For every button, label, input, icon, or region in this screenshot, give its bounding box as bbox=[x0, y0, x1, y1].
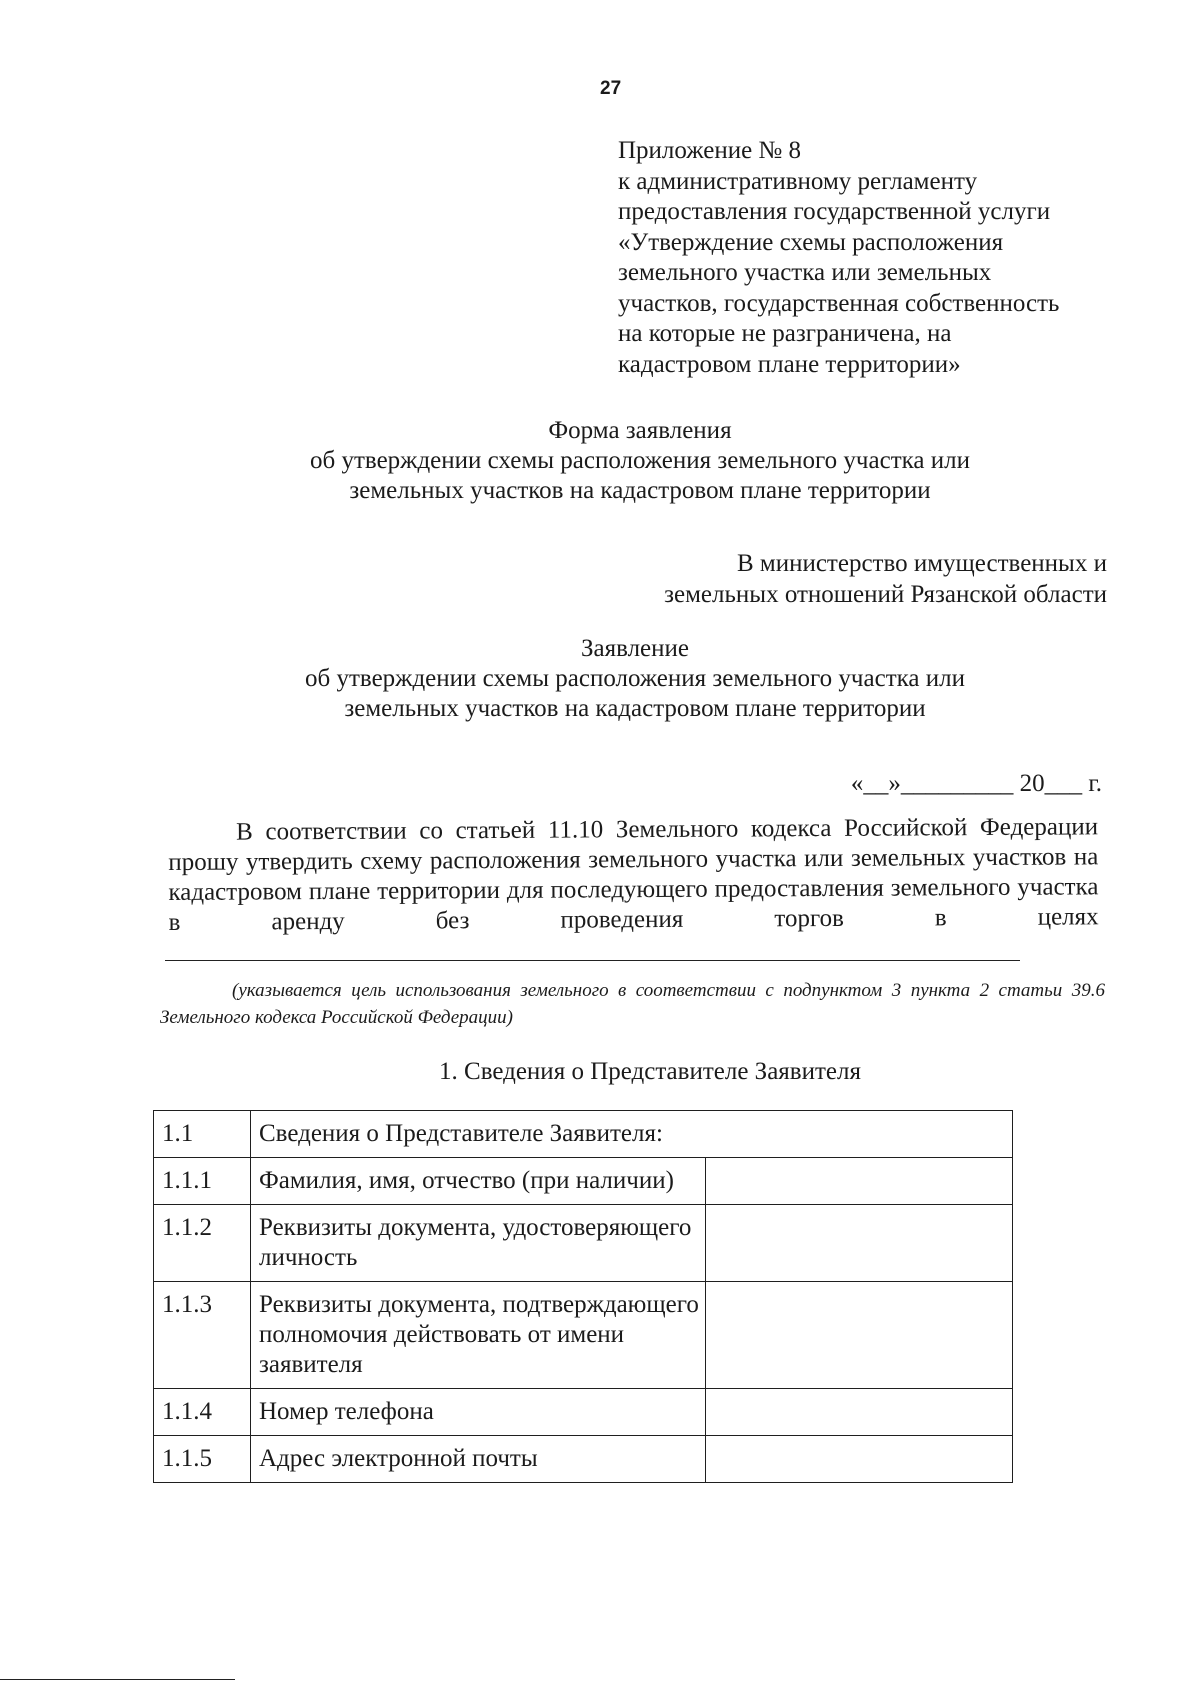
row-value-cell[interactable] bbox=[706, 1205, 1013, 1282]
representative-info-table bbox=[153, 1110, 1013, 1483]
purpose-fill-line[interactable] bbox=[165, 960, 1020, 961]
appendix-line: предоставления государственной услуги bbox=[618, 198, 1051, 225]
row-value-cell[interactable] bbox=[706, 1158, 1013, 1205]
table-row bbox=[154, 1282, 1013, 1389]
table-header-row bbox=[154, 1111, 1013, 1158]
form-title bbox=[220, 416, 1060, 506]
row-number: 1.1.1 bbox=[154, 1158, 251, 1205]
appendix-line: «Утверждение схемы расположения bbox=[618, 228, 1004, 256]
appendix-line: к административному регламенту bbox=[618, 167, 978, 195]
appendix-line: на которые не разграничена, на bbox=[618, 320, 952, 347]
addressee-line: земельных отношений Рязанской области bbox=[664, 581, 1107, 608]
table-row bbox=[154, 1205, 1013, 1282]
appendix-line: кадастровом плане территории» bbox=[618, 350, 961, 378]
form-title-line: об утверждении схемы расположения земельного участка или bbox=[310, 447, 970, 474]
row-number: 1.1.3 bbox=[154, 1282, 251, 1389]
row-value-cell[interactable] bbox=[706, 1389, 1013, 1436]
form-title-line: земельных участков на кадастровом плане территории bbox=[349, 477, 931, 504]
row-label: Реквизиты документа, удостоверяющего личность bbox=[251, 1205, 706, 1282]
date-line: «__»_________ 20___ г. bbox=[850, 770, 1102, 797]
addressee-line: В министерство имущественных и bbox=[736, 550, 1107, 577]
appendix-line: Приложение № 8 bbox=[618, 137, 802, 164]
appendix-line: земельного участка или земельных bbox=[618, 259, 992, 286]
page-number: 27 bbox=[600, 78, 622, 99]
table-row bbox=[154, 1436, 1013, 1483]
row-value-cell[interactable] bbox=[706, 1436, 1013, 1483]
section-heading: 1. Сведения о Представителе Заявителя bbox=[439, 1058, 861, 1085]
row-value-cell[interactable] bbox=[706, 1282, 1013, 1389]
statement-body bbox=[168, 812, 1099, 938]
row-number: 1.1.2 bbox=[154, 1205, 251, 1282]
row-label: Адрес электронной почты bbox=[251, 1436, 706, 1483]
footnote-rule bbox=[0, 1679, 235, 1680]
row-label: Реквизиты документа, подтверждающего полномочия действовать от имени заявителя bbox=[251, 1282, 706, 1389]
table-row bbox=[154, 1158, 1013, 1205]
statement-title-line: земельных участков на кадастровом плане территории bbox=[344, 695, 926, 722]
form-title-line: Форма заявления bbox=[548, 417, 732, 444]
appendix-header bbox=[618, 136, 1138, 380]
purpose-hint bbox=[160, 977, 1105, 1031]
row-number: 1.1.4 bbox=[154, 1389, 251, 1436]
row-label: Фамилия, имя, отчество (при наличии) bbox=[251, 1158, 706, 1205]
table-row bbox=[154, 1389, 1013, 1436]
statement-title bbox=[215, 634, 1055, 724]
row-label: Номер телефона bbox=[251, 1389, 706, 1436]
row-label: Сведения о Представителе Заявителя: bbox=[251, 1111, 1013, 1158]
statement-body-text: В соответствии со статьей 11.10 Земельного кодекса Российской Федерации прошу утвердить схему расположения земельного участка или земельных участков на кадастровом плане территории для последующего предоставления земельного участка в аренду без проведения торгов в целях bbox=[168, 813, 1099, 936]
appendix-line: участков, государственная собственность bbox=[618, 289, 1060, 317]
purpose-hint-text: (указывается цель использования земельного в соответствии с подпунктом 3 пункта 2 статьи 39.6 Земельного кодекса Российской Федерации) bbox=[160, 980, 1105, 1028]
addressee bbox=[560, 548, 1107, 610]
statement-title-line: Заявление bbox=[580, 635, 690, 662]
row-number: 1.1 bbox=[154, 1111, 251, 1158]
row-number: 1.1.5 bbox=[154, 1436, 251, 1483]
statement-title-line: об утверждении схемы расположения земельного участка или bbox=[305, 665, 965, 692]
